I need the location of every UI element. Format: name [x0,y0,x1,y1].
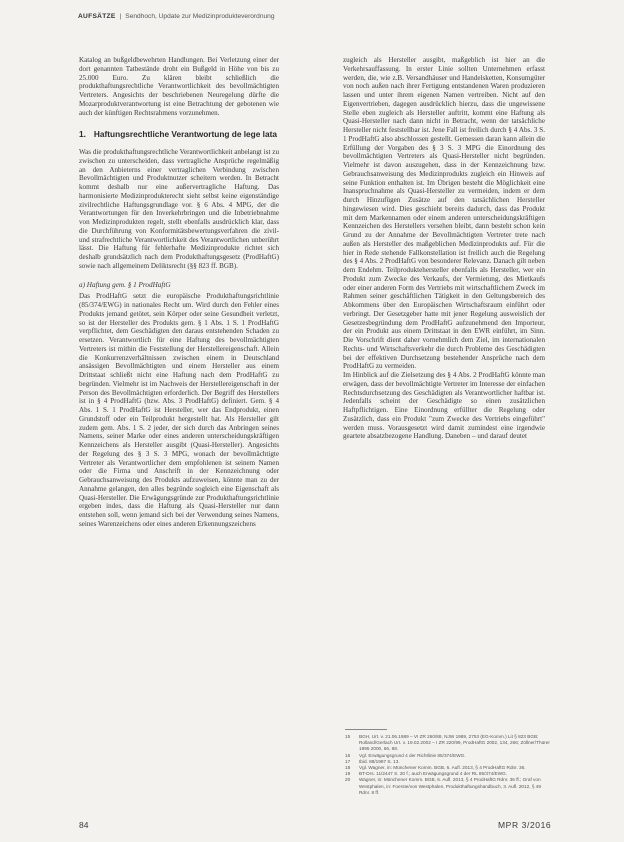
subsection-heading: a) Haftung gem. § 1 ProdHaftG [79,280,171,289]
section-heading-text: Haftungsrechtliche Verantwortung de lege lata [93,129,277,140]
right-paragraph-1: zugleich als Hersteller ausgibt, maßgeblich ist hier an die Verkehrsauffassung. In erster Linie sollten Unternehmen erfasst werden, die, wie z.B. Versandhäuser und Handelsketten, Konsumgüter von noch außen nach ihrer Fertigung entstandenen Waren produzieren lassen und unter ihrem eigenen Namen vertreiben. Nicht auf den Eigenvertrieben, dagegen ausdrücklich hierzu, dass die ungewissene Stelle eben zugleich als Hersteller auftritt, kommt eine Haftung als Quasi-Hersteller nach dann nicht in Betracht, wenn der tatsächliche Hersteller nicht feststellbar ist. Jene Fall ist freilich durch § 4 Abs. 3 S. 1 ProdHaftG also abschlossen gestellt. Gemessen daran kann allein die Erfüllung der Vorgaben des § 3 S. 3 MPG die Einordnung des bevollmächtigten Vertreters als Quasi-Hersteller nicht begründen. Vielmehr ist davon auszugehen, dass in der Kennzeichnung bzw. Gebrauchsanweisung des Medizinprodukts zugleich ein Hinweis auf seine Funktion enthalten ist. Im Übrigen besteht die Möglichkeit eine Inanspruchnahme als Quasi-Hersteller zu vermeiden, indem er dem durch Hinzufügen Zusätze auf den tatsächlichen Hersteller hingewiesen wird. Dies geschieht bereits dadurch, dass das Produkt mit dem Markennamen oder einem anderen unterscheidungskräftigen Kennzeichen des Herstellers versehen bleibt, dann besteht schon kein Grund zu der Annahme der Bevollmächtigten Vertreter trete nach außen als Hersteller des maßgeblichen Medizinprodukts auf. Für die hier in Rede stehende Fallkonstellation ist freilich auch die Regelung des § 4 Abs. 2 ProdHaftG von besonderer Relevanz. Danach gilt neben dem Endehm. Teilproduktehersteller ebenfalls als Hersteller, wer ein Produkt zum Zwecke des Verkaufs, der Vermietung, des Mietkaufs oder einer anderen Form des Vertriebs mit wirtschaftlichem Zweck im Rahmen seiner geschäftlichen Tätigkeit in den Geltungsbereich des Abkommens über den Europäischen Wirtschaftsraum einführt oder verbringt. Der Gesetzgeber hatte mit jener Regelung ausweislich der Gesetzesbegründung dem ProdHaftG aufzunehmend den Importeur, der ein Produkt aus einem Drittstaat in den EWR einführt, im Sinn. Die Vorschrift dient daher vornehmlich dem Ziel, im internationalen Rechts- und Wirtschaftsverkehr die durch Probleme des Geschädigten bei der effektiven Durchsetzung bestehender Ansprüche nach dem ProdHaftG zu vermeiden. [343,56,545,371]
right-column [343,56,545,441]
left-intro-paragraph: Katalog an bußgeldbewehrten Handlungen. Bei Verletzung einer der dort genannten Tatbestände droht ein Bußgeld in Höhe von bis zu 25.000 Euro. Zu klären bleibt schließlich die produkthaftungsrechtliche Verantwortlichkeit des bevollmächtigten Vertreters. Angesichts der beschriebenen Neuregelung dürfte die Mozarproduktverantwortung ist eine Betrachtung der gebotenen wie auch der künftigen Rechtsrahmens vorzunehmen. [79,56,279,117]
running-header [78,13,548,20]
left-column [79,56,279,529]
footnote: 16 Vgl. Erwägungsgrund 4 der Richtlinie 85/374/EWG. [345,752,466,758]
footnotes [345,734,550,796]
header-separator: | [119,13,122,20]
section-heading [79,130,279,139]
page-number: 84 [79,820,89,830]
left-paragraph-1: Was die produkthaftungsrechtliche Verantwortlichkeit anbelangt ist zu zwischen zu unterscheiden, dass vertragliche Ansprüche regelmäßig an den Anbieterns einer vertraglichen Verbindung zwischen Bevollmächtigten und Produktnutzer scheitern werden. In Betracht kommt deshalb nur eine außervertragliche Haftung. Das harmonisierte Medizinprodukterecht sieht selbst keine eigenständige zivilrechtliche Haftungsgrundlage vor. § 6 Abs. 4 MPG, der die Verantwortungen für den Inverkehrbringen und die Inbetriebnahme von Medizinprodukten regelt, stellt ebenfalls ausdrücklich klar, dass die Durchführung von Konformitätsbewertungsverfahren die zivil- und strafrechtliche Verantwortlichkeit des Verantwortlichen unberührt lässt. Die Haftung für fehlerhafte Medizinprodukte richtet sich deshalb grundsätzlich nach dem Produkthaftungsgesetz (ProdHaftG) sowie nach allgemeinem Deliktsrecht (§§ 823 ff. BGB). [79,148,279,270]
left-paragraph-2: Das ProdHaftG setzt die europäische Produkthaftungsrichtlinie (85/374/EWG) in nationales Recht um. Wird durch den Fehler eines Produkts jemand getötet, sein Körper oder seine Gesundheit verletzt, so ist der Hersteller des Produkts gem. § 1 Abs. 1 S. 1 ProdHaftG verpflichtet, dem Geschädigten den daraus entstehenden Schaden zu ersetzen. Verantwortlich für eine Haftung des bevollmächtigten Vertreters ist mithin die Feststellung der Herstellereigenschaft. Allein die Konkurrenzverhältnissen zwischen einem in Deutschland ansässigen Bevollmächtigten und einem Hersteller aus einem Drittstaat schließt nicht eine Haftung nach dem ProdHaftG zu begründen. Vielmehr ist im Nachweis der Herstellereigenschaft in der Person des Bevollmächtigten erforderlich. Der Begriff des Herstellers ist in § 4 ProdHaftG (bzw. Abs. 3 ProdHaftG) definiert. Gem. § 4 Abs. 1 S. 1 ProdHaftG ist Hersteller, wer das Endprodukt, einen Grundstoff oder ein Teilprodukt hergestellt hat. Als Hersteller gilt zudem gem. Abs. 1 S. 2 jeder, der sich durch das Anbringen seines Namens, seiner Marke oder eines anderen unterscheidungskräftigen Kennzeichens als Hersteller ausgibt (Quasi-Hersteller). Angesichts der Regelung des § 3 S. 3 MPG, wonach der bevollmächtigte Vertreter als Verantwortlicher dem empfohlenen ist seinem Namen oder die Firma und Anschrift in der Kennzeichnung oder Gebrauchsanweisung des Produkts aufzuweisen, könnte man zu der Annahme gelangen, den alles begründe sogleich eine Eigenschaft als Quasi-Hersteller. Die Erwägungsgründe zur Produkthaftungsrichtlinie ergeben indes, dass die Haftung als Quasi-Hersteller nur dann entstehen soll, wenn jemand sich bei der Verwendung seines Namens, seines Warenzeichens oder eines anderen Erkennungszeichens [79,292,279,528]
header-section-label: AUFSÄTZE [78,13,116,20]
footnote: 20 Wagner, in: Münchener Komm. BGB, 6. Aufl. 2013, § 4 ProdHaftG Rdnr. 36 ff.; Graf von Westphalen, in: Foerste/von Westphalen, Produkthaftungshandbuch, 3. Aufl. 2012, § 49 Rdnr. 8 ff. [345,777,541,795]
section-heading-number: 1. [79,129,86,140]
footnote: 18 Vgl. Wagner, in: Münchener Komm. BGB, 6. Aufl. 2013, § 4 ProdHaftG Rdnr. 36. [345,765,526,771]
footnote: 17 Ibid. 88/1987 S. 13. [345,758,400,764]
right-paragraph-2: Im Hinblick auf die Zielsetzung des § 4 Abs. 2 ProdHaftG könnte man erwägen, dass der bevollmächtigte Vertreter im Interesse der einfachen Rechtsdurchsetzung des Geschädigten als Verantwortlicher haftbar ist. Jedenfalls scheint der Geschädigte so einen zusätzlichen Haftpflichtigen. Eine Einordnung erfüllter die Regelung oder Zusätzlich, dass ein Produkt "zum Zwecke des Vertriebs eingeführt" werden muss. Vorausgesetzt wird damit zumindest eine irgendwie geartete absatzbezogene Handlung. Daneben – und darauf deutet [343,371,545,441]
footnote-divider [345,729,387,730]
header-article-title: Sendhoch, Update zur Medizinprodukteverordnung [125,13,275,20]
journal-issue: MPR 3/2016 [498,820,552,830]
footnote: 19 BT-Drs. 11/2447 S. 20 f.; auch Erwägungsgrund 4 der RL 85/374/EWG. [345,771,507,777]
footnote: 15 BGH, Urt. v. 21.06.1989 – VI ZR 260/88, NJW 1989, 2753 (EG-Komm.) Lit § 823 BGB; Rolland/Gerlach Urt. v. 19.02.2002 – I ZR 220/99, ProdHaftG 2002, 134, 266; Zöllner/Thürer 1995 2000, 66, 88. [345,734,550,752]
